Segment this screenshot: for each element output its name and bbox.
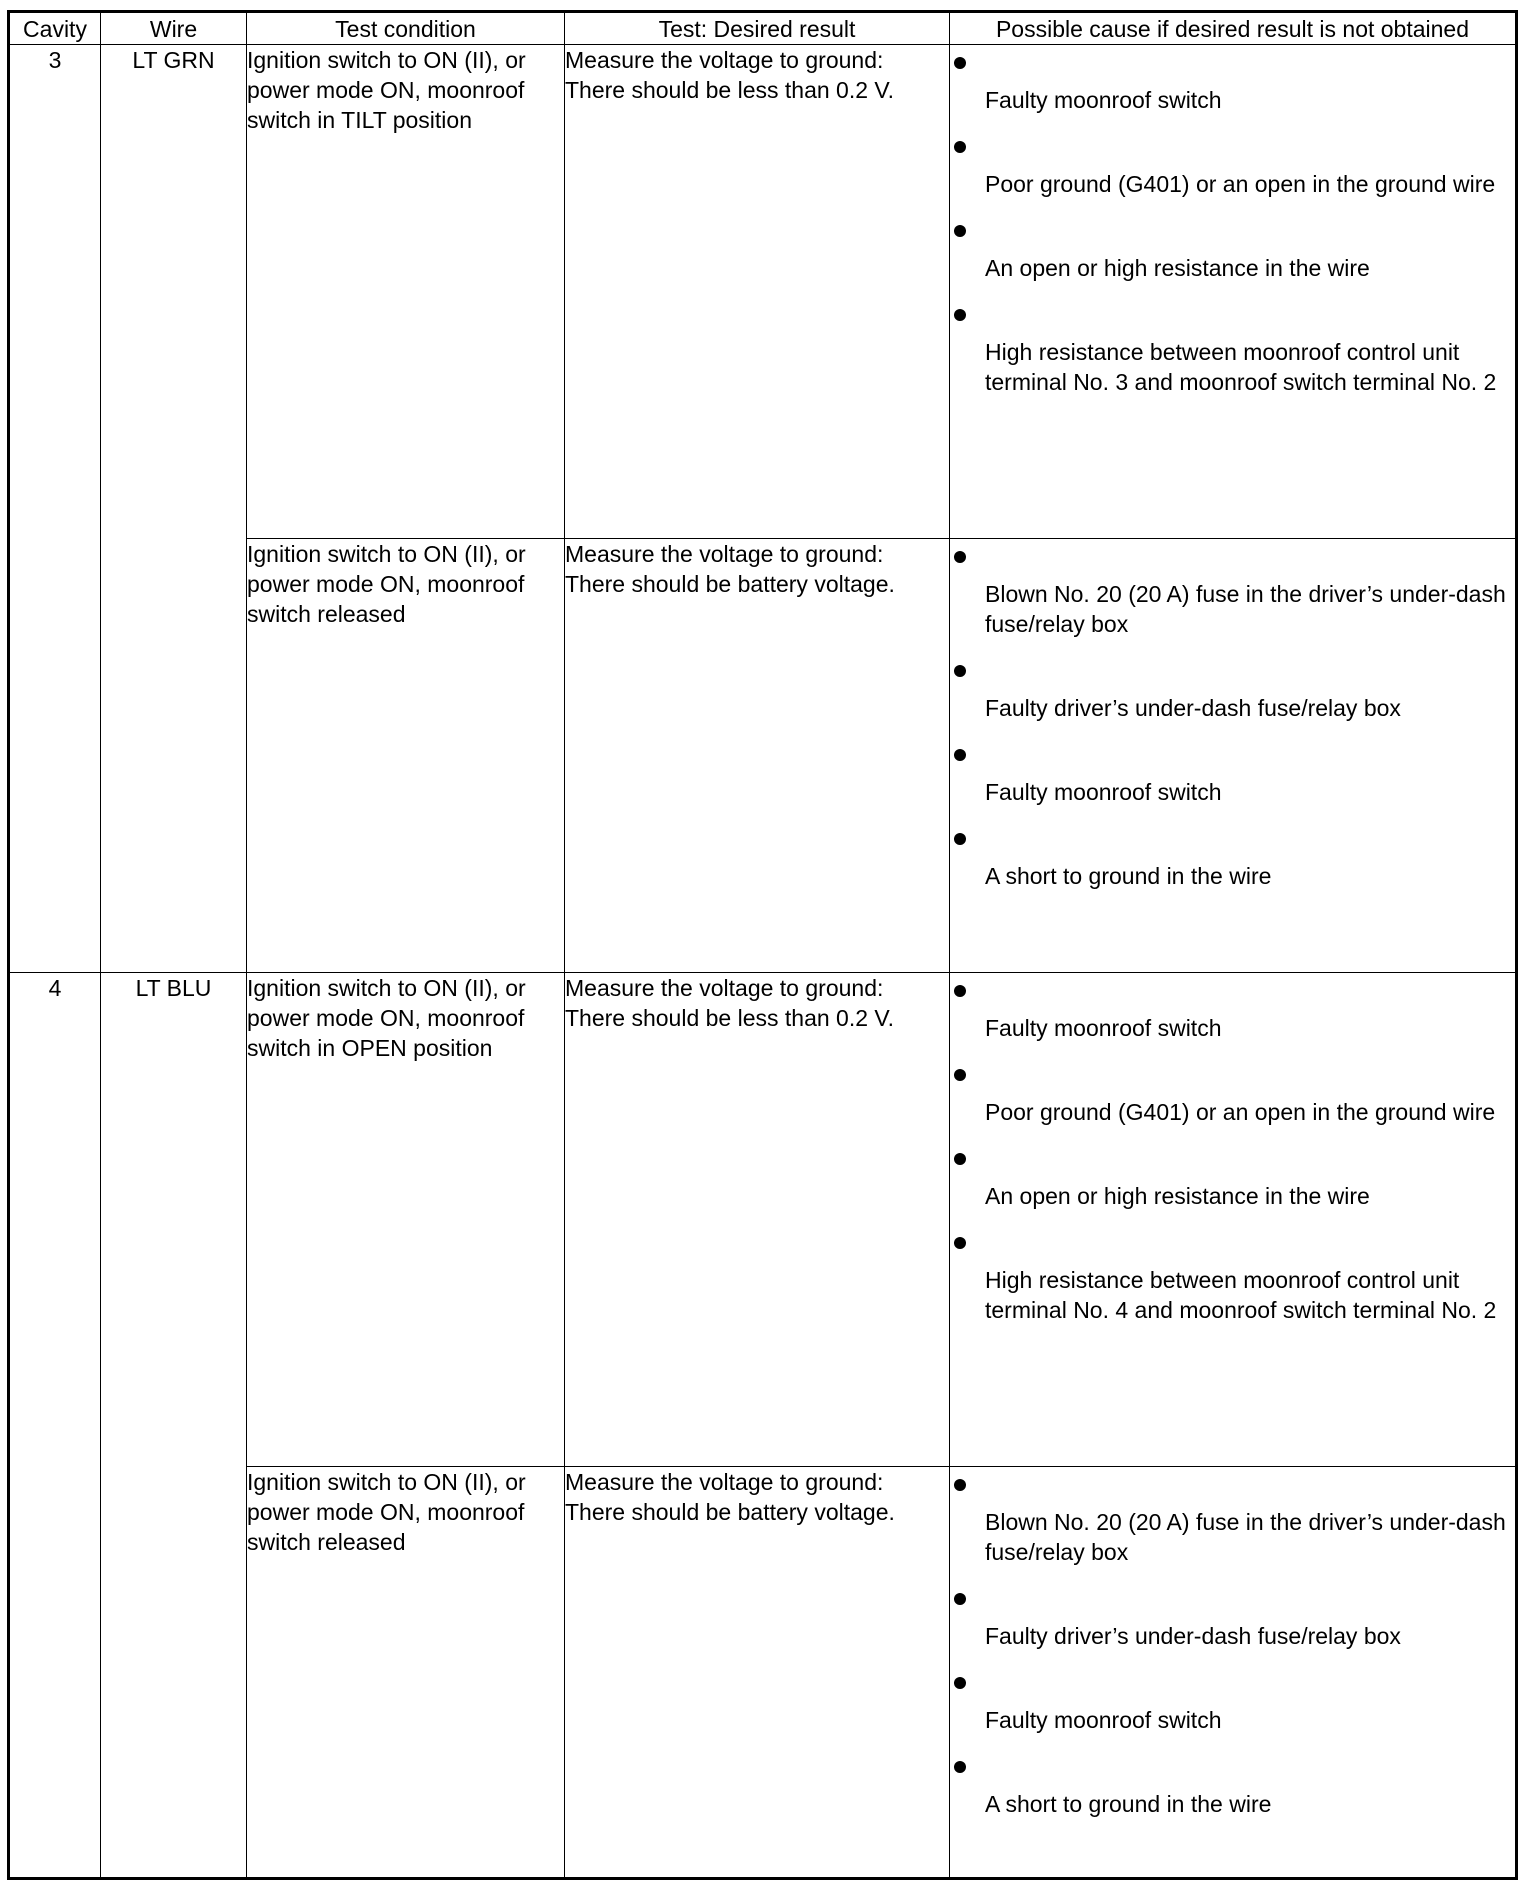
- header-test-condition: Test condition: [247, 12, 565, 45]
- cause-text: Faulty moonroof switch: [985, 779, 1222, 805]
- cause-text: Faulty driver’s under-dash fuse/relay box: [985, 1623, 1401, 1649]
- cause-text: A short to ground in the wire: [985, 863, 1272, 889]
- test-condition-cell: Ignition switch to ON (II), or power mode ON, moonroof switch released: [247, 1467, 565, 1879]
- cause-item: [950, 653, 1515, 723]
- bullet-icon: [954, 225, 966, 237]
- bullet-icon: [954, 1677, 966, 1689]
- cause-item: [950, 213, 1515, 283]
- header-possible-cause: Possible cause if desired result is not obtained: [950, 12, 1517, 45]
- cause-text: Blown No. 20 (20 A) fuse in the driver’s under-dash fuse/relay box: [985, 581, 1506, 637]
- possible-cause-cell: [950, 1467, 1517, 1879]
- possible-cause-cell: [950, 973, 1517, 1467]
- diagnostic-table: [7, 10, 1518, 1880]
- cause-text: Faulty driver’s under-dash fuse/relay box: [985, 695, 1401, 721]
- cause-item: [950, 297, 1515, 397]
- bullet-icon: [954, 1237, 966, 1249]
- header-row: [9, 12, 1517, 45]
- cause-text: Blown No. 20 (20 A) fuse in the driver’s under-dash fuse/relay box: [985, 1509, 1506, 1565]
- cause-item: [950, 737, 1515, 807]
- cause-item: [950, 45, 1515, 115]
- header-desired-result: Test: Desired result: [565, 12, 950, 45]
- cause-item: [950, 1665, 1515, 1735]
- table-row: [9, 973, 1517, 1467]
- bullet-icon: [954, 1593, 966, 1605]
- header-cavity: Cavity: [9, 12, 101, 45]
- possible-cause-cell: [950, 539, 1517, 973]
- cause-item: [950, 821, 1515, 891]
- desired-result-cell: Measure the voltage to ground: There should be less than 0.2 V.: [565, 973, 950, 1467]
- bullet-icon: [954, 1069, 966, 1081]
- cavity-cell: 4: [9, 973, 101, 1879]
- cavity-cell: 3: [9, 45, 101, 973]
- bullet-icon: [954, 833, 966, 845]
- header-wire: Wire: [101, 12, 247, 45]
- cause-text: An open or high resistance in the wire: [985, 1183, 1370, 1209]
- test-condition-cell: Ignition switch to ON (II), or power mode ON, moonroof switch in OPEN position: [247, 973, 565, 1467]
- cause-item: [950, 1225, 1515, 1325]
- table-row: [9, 45, 1517, 539]
- cause-text: An open or high resistance in the wire: [985, 255, 1370, 281]
- cause-text: Faulty moonroof switch: [985, 87, 1222, 113]
- bullet-icon: [954, 309, 966, 321]
- bullet-icon: [954, 1761, 966, 1773]
- bullet-icon: [954, 57, 966, 69]
- cause-item: [950, 1057, 1515, 1127]
- cause-text: A short to ground in the wire: [985, 1791, 1272, 1817]
- cause-item: [950, 1141, 1515, 1211]
- cause-item: [950, 1581, 1515, 1651]
- wire-cell: LT GRN: [101, 45, 247, 973]
- cause-text: High resistance between moonroof control unit terminal No. 3 and moonroof switch terminal No. 2: [985, 339, 1497, 395]
- cause-item: [950, 129, 1515, 199]
- bullet-icon: [954, 985, 966, 997]
- bullet-icon: [954, 665, 966, 677]
- desired-result-cell: Measure the voltage to ground: There should be battery voltage.: [565, 539, 950, 973]
- test-condition-cell: Ignition switch to ON (II), or power mode ON, moonroof switch in TILT position: [247, 45, 565, 539]
- cause-item: [950, 539, 1515, 639]
- cause-text: Faulty moonroof switch: [985, 1015, 1222, 1041]
- cause-text: Faulty moonroof switch: [985, 1707, 1222, 1733]
- cause-item: [950, 1749, 1515, 1819]
- desired-result-cell: Measure the voltage to ground: There should be battery voltage.: [565, 1467, 950, 1879]
- cause-text: Poor ground (G401) or an open in the ground wire: [985, 1099, 1496, 1125]
- test-condition-cell: Ignition switch to ON (II), or power mode ON, moonroof switch released: [247, 539, 565, 973]
- bullet-icon: [954, 141, 966, 153]
- bullet-icon: [954, 1153, 966, 1165]
- possible-cause-cell: [950, 45, 1517, 539]
- cause-text: Poor ground (G401) or an open in the ground wire: [985, 171, 1496, 197]
- bullet-icon: [954, 749, 966, 761]
- bullet-icon: [954, 551, 966, 563]
- cause-item: [950, 973, 1515, 1043]
- bullet-icon: [954, 1479, 966, 1491]
- cause-text: High resistance between moonroof control unit terminal No. 4 and moonroof switch terminal No. 2: [985, 1267, 1497, 1323]
- desired-result-cell: Measure the voltage to ground: There should be less than 0.2 V.: [565, 45, 950, 539]
- wire-cell: LT BLU: [101, 973, 247, 1879]
- cause-item: [950, 1467, 1515, 1567]
